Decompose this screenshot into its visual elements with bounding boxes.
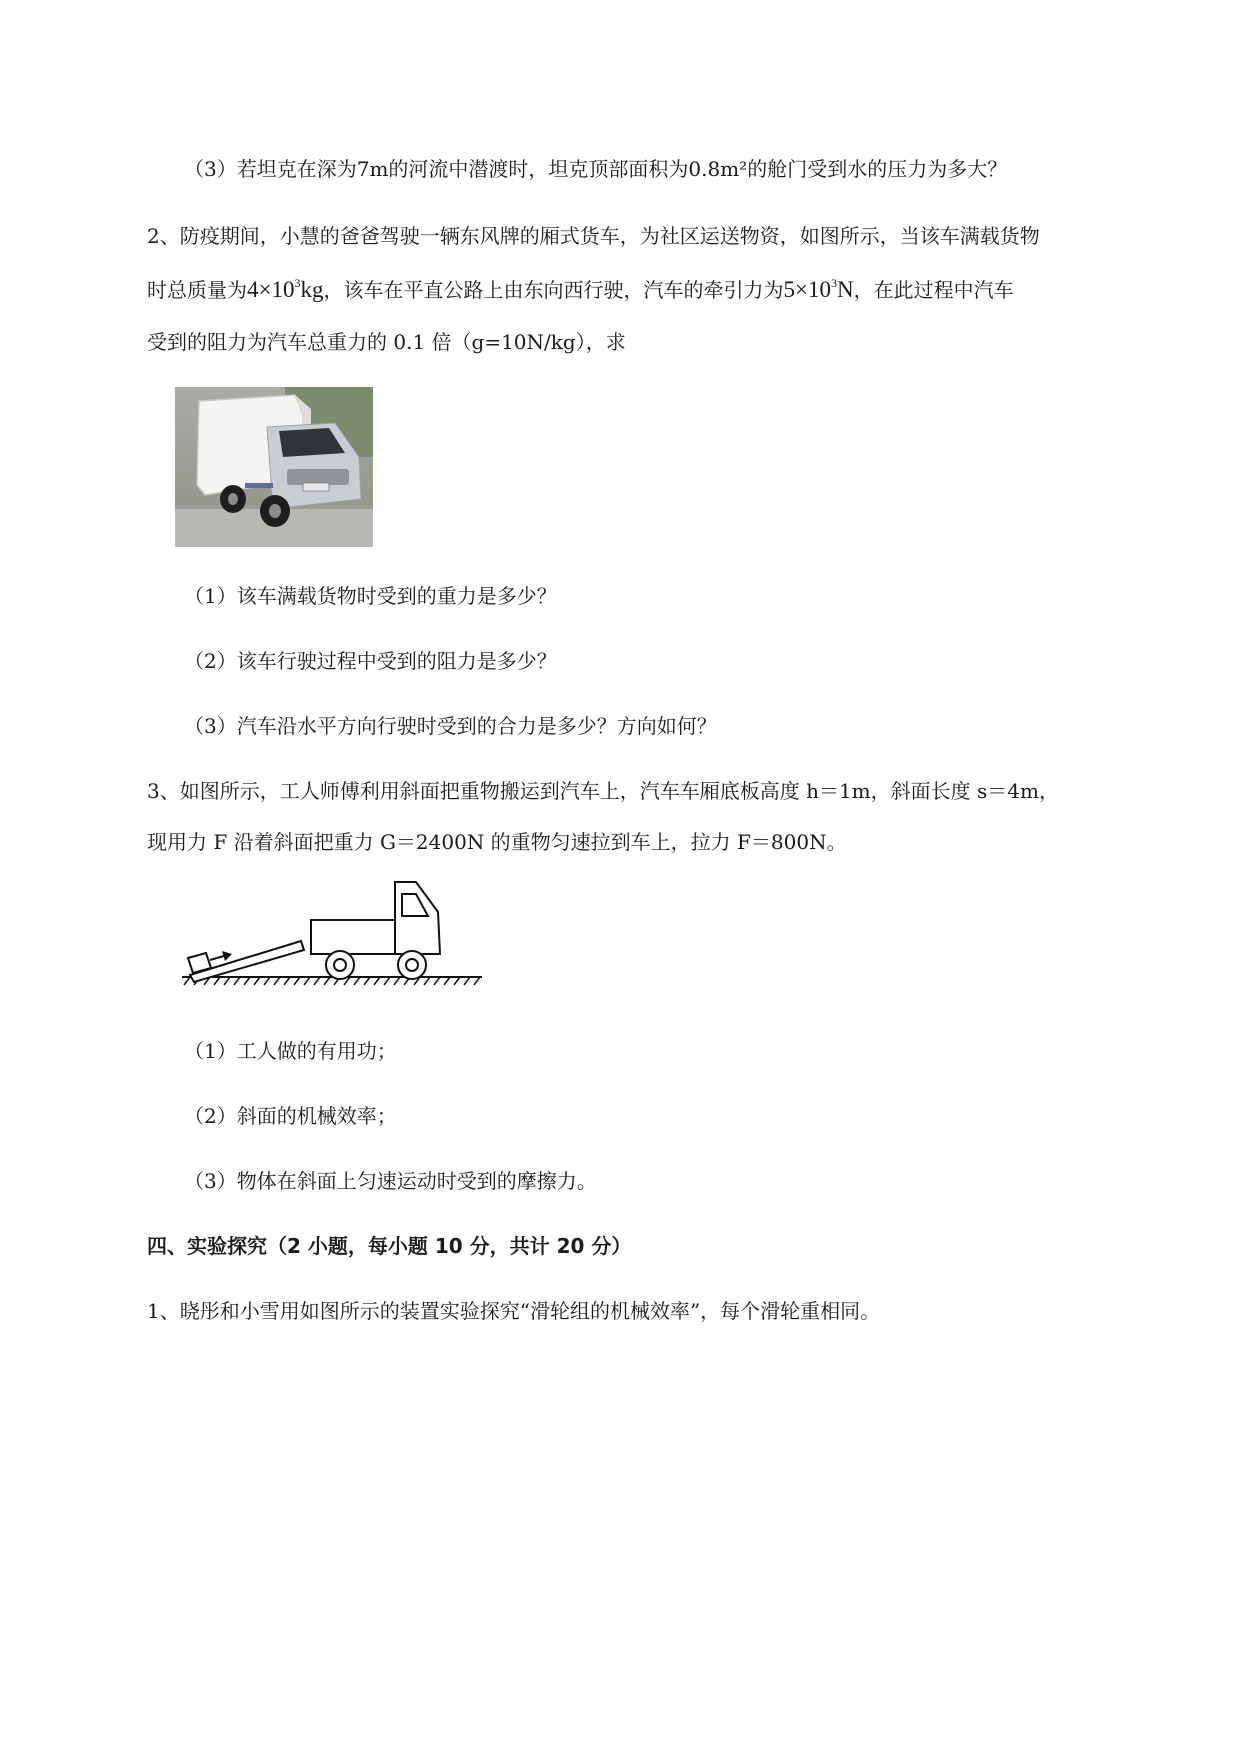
truck-cargo-box <box>311 920 395 954</box>
rear-wheel <box>326 951 354 979</box>
section4-q1: 1、晓彤和小雪用如图所示的装置实验探究“滑轮组的机械效率”，每个滑轮重相同。 <box>147 1299 881 1323</box>
truck-cab <box>395 882 440 954</box>
q3-line2: 现用力 F 沿着斜面把重力 G＝2400N 的重物匀速拉到车上，拉力 F＝800N。 <box>147 830 847 854</box>
arrow-head <box>222 951 232 961</box>
q3-line1: 3、如图所示，工人师傅利用斜面把重物搬运到汽车上，汽车车厢底板高度 h＝1m，斜面长度 s＝4m， <box>147 779 1059 803</box>
q3-sub3: （3）物体在斜面上匀速运动时受到的摩擦力。 <box>184 1169 597 1193</box>
q2-line1: 2、防疫期间，小慧的爸爸驾驶一辆东风牌的厢式货车，为社区运送物资，如图所示，当该车满载货物 <box>147 224 1040 248</box>
force-value: $5\times 10^3N$ <box>783 276 854 302</box>
q2-line3: 受到的阻力为汽车总重力的 0.1 倍（g=10N/kg），求 <box>147 330 626 354</box>
truck-photo <box>175 387 373 547</box>
q2-sub2: （2）该车行驶过程中受到的阻力是多少？ <box>184 649 557 673</box>
front-wheel <box>398 951 426 979</box>
force-arrow <box>210 956 224 960</box>
section4-heading: 四、实验探究（2 小题，每小题 10 分，共计 20 分） <box>147 1234 632 1258</box>
mass-value: $4\times 10^3kg$ <box>247 276 324 302</box>
q1-part3-text: （3）若坦克在深为7m的河流中潜渡时，坦克顶部面积为0.8m²的舱门受到水的压力为多大？ <box>184 157 1008 181</box>
q2-sub3: （3）汽车沿水平方向行驶时受到的合力是多少？方向如何？ <box>184 714 717 738</box>
q2-sub1: （1）该车满载货物时受到的重力是多少？ <box>184 584 557 608</box>
q3-sub1: （1）工人做的有用功； <box>184 1039 397 1063</box>
incline-truck-diagram <box>180 880 490 992</box>
ground-hatching <box>184 977 480 985</box>
q3-sub2: （2）斜面的机械效率； <box>184 1104 397 1128</box>
q2-line2: 时总质量为$4\times 10^3kg$，该车在平直公路上由东向西行驶，汽车的牵引力为$5\times 10^3N$，在此过程中汽车 <box>147 276 1014 302</box>
